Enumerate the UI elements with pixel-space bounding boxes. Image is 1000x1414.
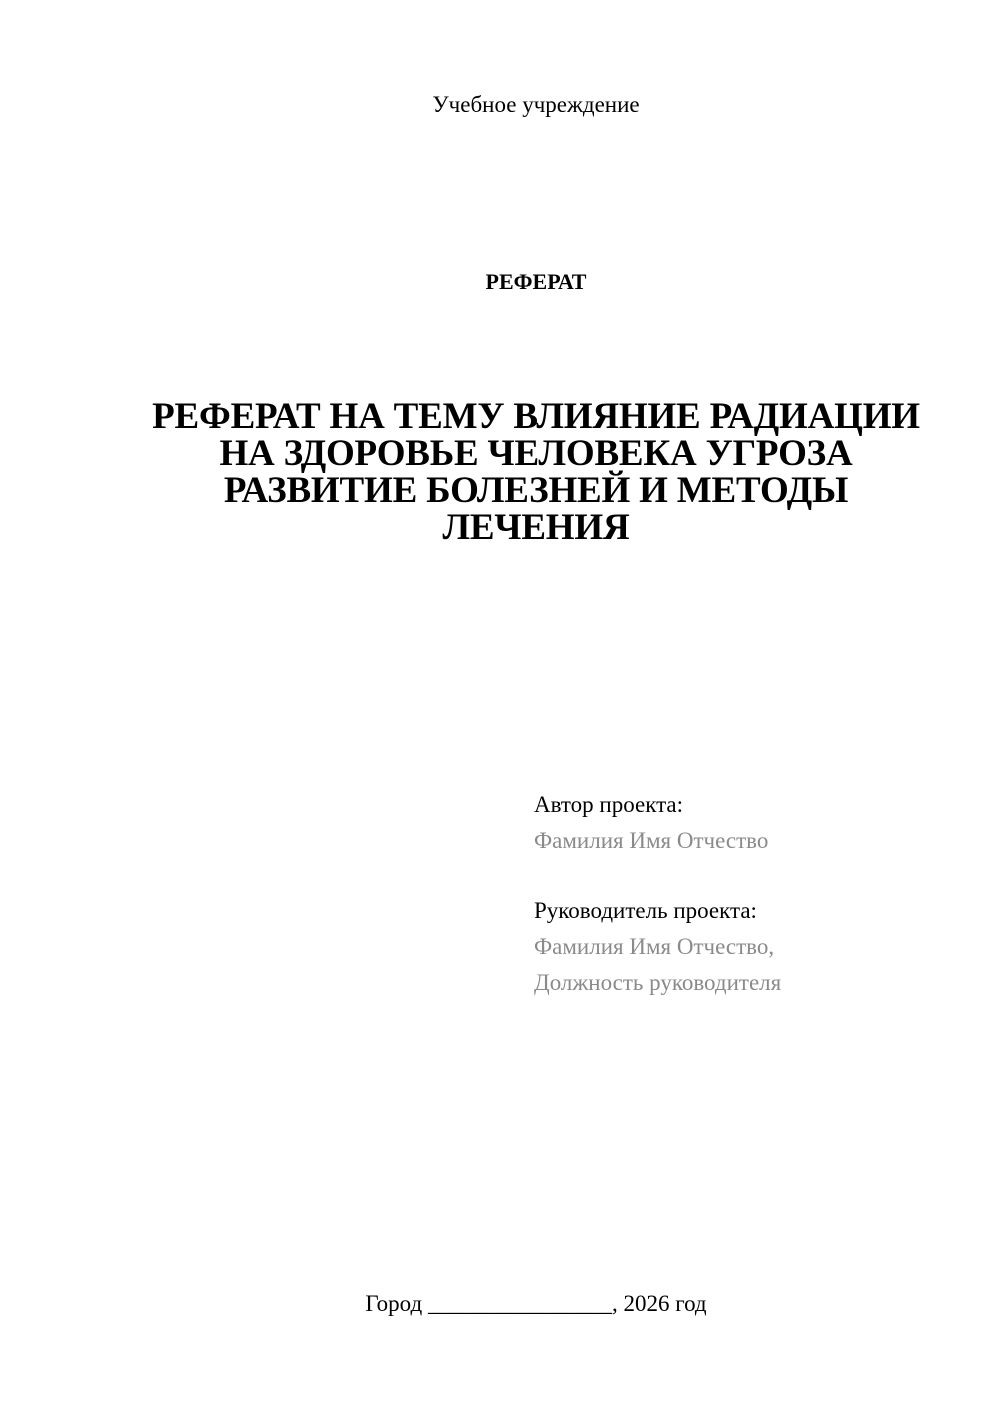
author-name: Фамилия Имя Отчество bbox=[534, 828, 769, 853]
supervisor-name: Фамилия Имя Отчество, bbox=[534, 934, 775, 959]
city-year-line: Город ________________, 2026 год bbox=[365, 1291, 707, 1316]
document-topic-title: РЕФЕРАТ НА ТЕМУ ВЛИЯНИЕ РАДИАЦИИ НА ЗДОРОВЬЕ ЧЕЛОВЕКА УГРОЗА РАЗВИТИЕ БОЛЕЗНЕЙ И МЕТОДЫ ЛЕЧЕНИЯ bbox=[152, 396, 920, 548]
document-type-label: РЕФЕРАТ bbox=[485, 269, 587, 294]
credits-block bbox=[534, 787, 974, 1001]
author-label: Автор проекта: bbox=[534, 792, 683, 817]
credits-spacer bbox=[534, 859, 974, 893]
supervisor-position: Должность руководителя bbox=[534, 970, 782, 995]
institution-name: Учебное учреждение bbox=[432, 92, 640, 117]
supervisor-label: Руководитель проекта: bbox=[534, 898, 757, 923]
